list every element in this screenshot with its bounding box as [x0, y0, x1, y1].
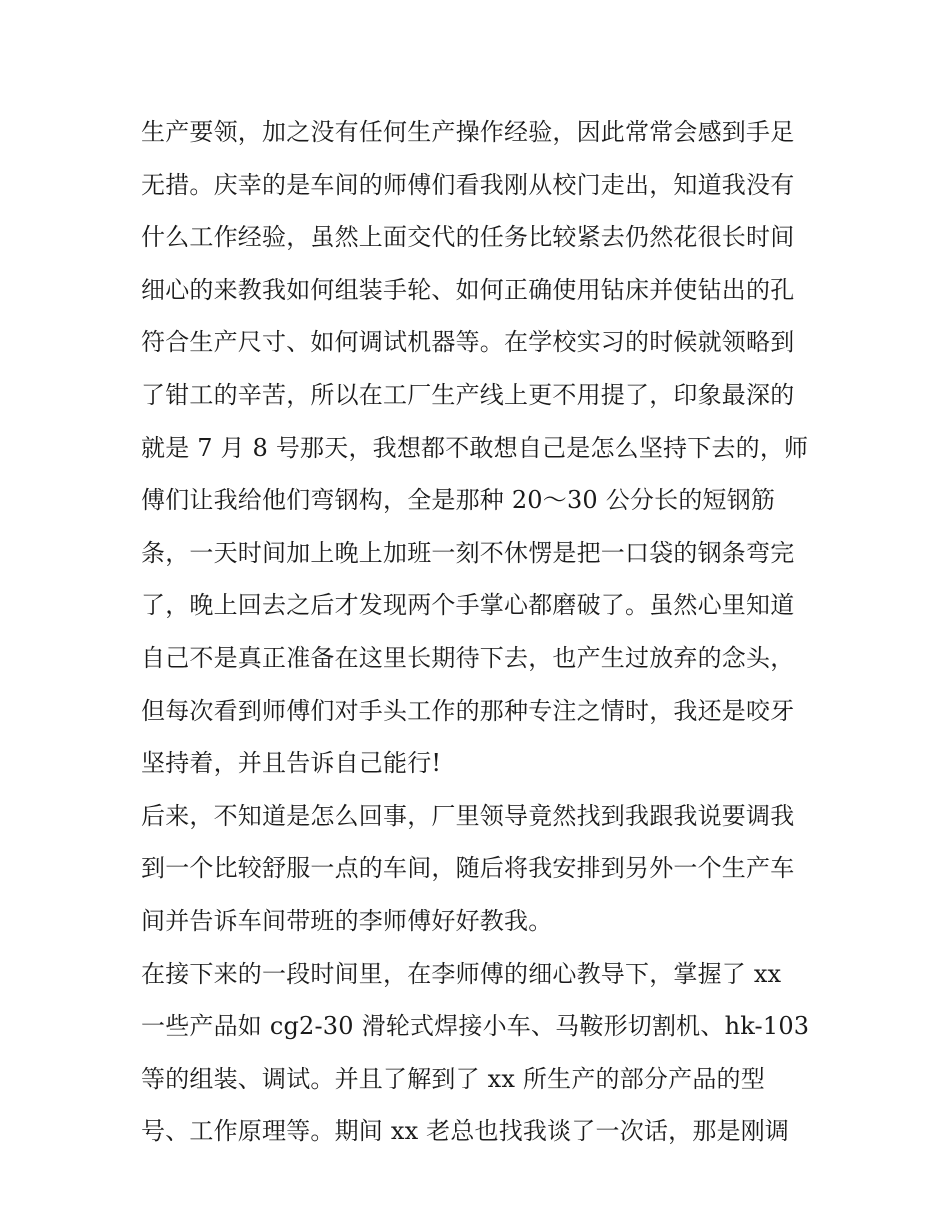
text-line: 了，晚上回去之后才发现两个手掌心都磨破了。虽然心里知道 [141, 591, 795, 620]
text-line: 条，一天时间加上晚上加班一刻不休愣是把一口袋的钢条弯完 [141, 538, 795, 567]
text-line: 到一个比较舒服一点的车间，随后将我安排到另外一个生产车 [141, 854, 795, 883]
text-line: 号、工作原理等。期间 xx 老总也找我谈了一次话，那是刚调 [141, 1117, 790, 1146]
text-line: 细心的来教我如何组装手轮、如何正确使用钻床并使钻出的孔 [141, 275, 795, 304]
text-line: 傅们让我给他们弯钢构，全是那种 20～30 公分长的短钢筋 [141, 486, 776, 515]
text-line: 等的组装、调试。并且了解到了 xx 所生产的部分产品的型 [141, 1064, 765, 1093]
text-line: 了钳工的辛苦，所以在工厂生产线上更不用提了，印象最深的 [141, 380, 795, 409]
text-line: 符合生产尺寸、如何调试机器等。在学校实习的时候就领略到 [141, 328, 795, 357]
text-line: 后来，不知道是怎么回事，厂里领导竟然找到我跟我说要调我 [141, 801, 795, 830]
text-line: 坚持着，并且告诉自己能行! [141, 749, 442, 778]
body-text [141, 106, 821, 1158]
text-line: 就是 7 月 8 号那天，我想都不敢想自己是怎么坚持下去的，师 [141, 433, 809, 462]
text-line: 在接下来的一段时间里，在李师傅的细心教导下，掌握了 xx [141, 959, 782, 988]
text-line: 一些产品如 cg2-30 滑轮式焊接小车、马鞍形切割机、hk-103 [141, 1012, 810, 1041]
text-line: 无措。庆幸的是车间的师傅们看我刚从校门走出，知道我没有 [141, 170, 795, 199]
text-line: 间并告诉车间带班的李师傅好好教我。 [141, 906, 553, 935]
text-line: 生产要领，加之没有任何生产操作经验，因此常常会感到手足 [141, 118, 795, 146]
text-line: 自己不是真正准备在这里长期待下去，也产生过放弃的念头， [141, 643, 795, 672]
text-line: 但每次看到师傅们对手头工作的那种专注之情时，我还是咬牙 [141, 696, 795, 725]
text-line: 什么工作经验，虽然上面交代的任务比较紧去仍然花很长时间 [141, 223, 795, 252]
